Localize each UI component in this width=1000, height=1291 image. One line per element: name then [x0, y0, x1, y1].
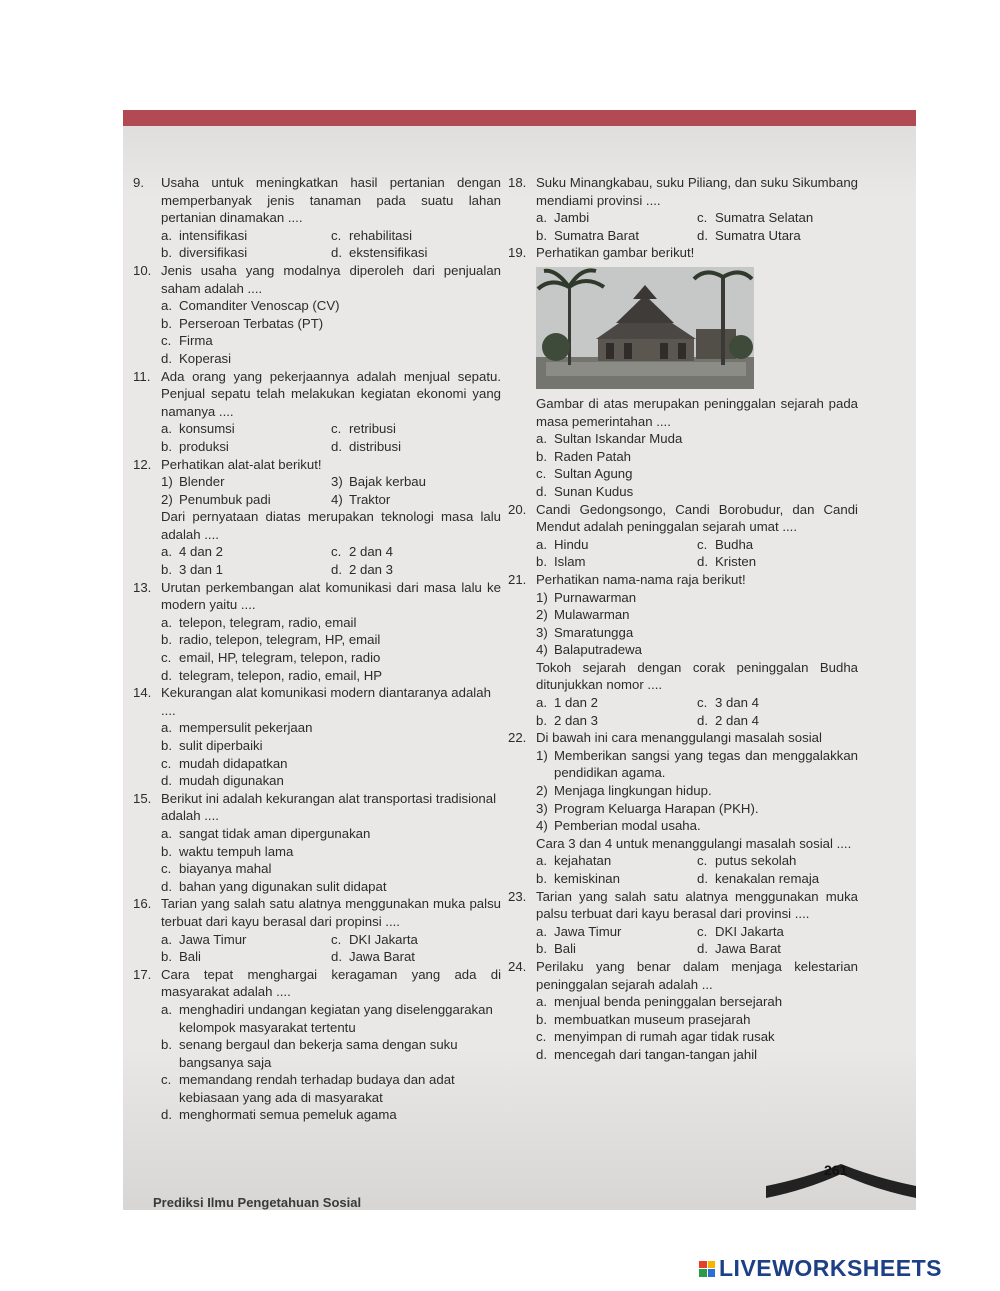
question-21: 21. Perhatikan nama-nama raja berikut! 1) Purnawarman 2) Mulawarman 3) Smaratungga 4) Balaputradewa Tokoh sejarah dengan corak peninggalan Budha ditunjukkan nomor .... a. 1 dan 2 c. 3 dan 4 b. 2 dan 3 d. 2 dan 4	[508, 571, 858, 728]
question-20: 20. Candi Gedongsongo, Candi Borobudur, dan Candi Mendut adalah peninggalan sejarah umat .... a. Hindu c. Budha b. Islam d. Kristen	[508, 501, 858, 570]
option[interactable]: a. Jawa Timur	[161, 931, 247, 947]
question-text: Berikut ini adalah kekurangan alat transportasi tradisional adalah ....	[161, 790, 497, 824]
option[interactable]: c. email, HP, telegram, telepon, radio	[161, 650, 381, 666]
options	[161, 227, 501, 262]
option[interactable]: d. kenakalan remaja	[697, 871, 820, 886]
question-18: 18. Suku Minangkabau, suku Piliang, dan suku Sikumbang mendiami provinsi .... a. Jambi c. Sumatra Selatan b. Sumatra Barat d. Sumatra Utara	[508, 175, 858, 243]
option[interactable]: d. Kristen	[697, 554, 757, 570]
list-item: 4) Traktor	[331, 491, 391, 507]
option[interactable]: c. Budha	[697, 536, 754, 552]
question-text-2: Cara 3 dan 4 untuk menanggulangi masalah sosial ....	[536, 835, 852, 851]
option[interactable]: c. memandang rendah terhadap budaya dan adat kebiasaan yang ada di masyarakat	[161, 1072, 455, 1105]
question-text: Urutan perkembangan alat komunikasi dari masa lalu ke modern yaitu ....	[161, 579, 501, 613]
question-22: 22. Di bawah ini cara menanggulangi masalah sosial 1) Memberikan sangsi yang tegas dan menggalakkan pendidikan agama. 2) Menjaga lingkungan hidup. 3) Program Keluarga Harapan (PKH). 4) Pemberian modal usaha. Cara 3 dan 4 untuk menanggulangi masalah sosial .... a. kejahatan c. putus sekolah b. kemiskinan d. kenakalan remaja	[508, 730, 858, 886]
option[interactable]: a. konsumsi	[161, 421, 235, 437]
option[interactable]: a. Sultan Iskandar Muda	[536, 431, 683, 447]
option[interactable]: c. DKI Jakarta	[331, 931, 418, 947]
question-14: 14. Kekurangan alat komunikasi modern diantaranya adalah .... a. mempersulit pekerjaan b. sulit diperbaiki c. mudah didapatkan d. mudah digunakan	[133, 684, 501, 790]
question-15: 15. Berikut ini adalah kekurangan alat transportasi tradisional adalah .... a. sangat tidak aman dipergunakan b. waktu tempuh lama c. biayanya mahal d. bahan yang digunakan sulit didapat	[133, 790, 501, 896]
scanned-page	[123, 110, 916, 1210]
list-item: 1) Blender	[161, 474, 225, 490]
brand-name: LIVEWORKSHEETS	[719, 1255, 942, 1281]
options	[161, 543, 501, 578]
option[interactable]: b. produksi	[161, 438, 229, 454]
question-12: 12. Perhatikan alat-alat berikut! 1) Blender 3) Bajak kerbau 2) Penumbuk padi 4) Traktor Dari pernyataan diatas merupakan teknologi masa lalu adalah .... a. 4 dan 2 c. 2 dan 4 b. 3 dan 1 d. 2 dan 3	[133, 456, 501, 578]
liveworksheets-logo-icon	[699, 1261, 715, 1277]
option[interactable]: a. kejahatan	[536, 853, 612, 869]
question-text: Perhatikan alat-alat berikut!	[161, 456, 322, 472]
option[interactable]: c. Sultan Agung	[536, 466, 633, 482]
option[interactable]: c. Firma	[161, 333, 213, 349]
option[interactable]: a. Comanditer Venoscap (CV)	[161, 298, 340, 314]
question-text: Perhatikan gambar berikut!	[536, 245, 695, 261]
left-column	[133, 174, 501, 1124]
question-text-2: Gambar di atas merupakan peninggalan sejarah pada masa pemerintahan ....	[536, 395, 858, 429]
list-item: 2) Mulawarman	[536, 607, 630, 623]
option[interactable]: b. diversifikasi	[161, 245, 248, 261]
option[interactable]: d. ekstensifikasi	[331, 245, 428, 261]
options	[536, 209, 858, 244]
question-text: Kekurangan alat komunikasi modern diantaranya adalah ....	[161, 685, 491, 718]
option[interactable]: a. intensifikasi	[161, 227, 248, 243]
option[interactable]: b. Perseroan Terbatas (PT)	[161, 315, 324, 331]
options	[536, 923, 858, 958]
page-number-badge	[766, 1160, 916, 1200]
option[interactable]: b. radio, telepon, telegram, HP, email	[161, 632, 381, 648]
question-11: 11. Ada orang yang pekerjaannya adalah menjual sepatu. Penjual sepatu telah melakukan kegiatan ekonomi yang namanya .... a. konsumsi c. retribusi b. produksi d. distribusi	[133, 368, 501, 454]
option[interactable]: b. membuatkan museum prasejarah	[536, 1011, 751, 1027]
footer-text: Prediksi Ilmu Pengetahuan Sosial	[153, 1195, 362, 1210]
options	[536, 694, 858, 729]
option[interactable]: a. 1 dan 2	[536, 695, 598, 711]
option[interactable]: d. Sumatra Utara	[697, 227, 801, 243]
question-10: 10. Jenis usaha yang modalnya diperoleh dari penjualan saham adalah .... a. Comanditer Venoscap (CV) b. Perseroan Terbatas (PT) c. Firma d. Koperasi	[133, 262, 501, 366]
options	[536, 536, 858, 571]
question-text: Tarian yang salah satu alatnya menggunakan muka palsu terbuat dari kayu berasal dari propinsi ....	[161, 896, 501, 929]
question-23: 23. Tarian yang salah satu alatnya menggunakan muka palsu terbuat dari kayu berasal dari provinsi .... a. Jawa Timur c. DKI Jakarta b. Bali d. Jawa Barat	[508, 888, 858, 957]
option[interactable]: b. Raden Patah	[536, 448, 631, 464]
page-number: 261	[824, 1162, 848, 1178]
question-text: Perilaku yang benar dalam menjaga kelestarian peninggalan sejarah adalah ...	[536, 958, 858, 992]
option[interactable]: a. 4 dan 2	[161, 544, 223, 560]
option[interactable]: c. 2 dan 4	[331, 544, 393, 560]
question-text: Tarian yang salah satu alatnya menggunakan muka palsu terbuat dari kayu berasal dari provinsi ....	[536, 888, 858, 922]
option[interactable]: a. telepon, telegram, radio, email	[161, 614, 357, 630]
question-24: 24. Perilaku yang benar dalam menjaga kelestarian peninggalan sejarah adalah ... a. menjual benda peninggalan bersejarah b. membuatkan museum prasejarah c. menyimpan di rumah agar tidak rusak d. mencegah dari tangan-tangan jahil	[508, 958, 858, 1062]
option[interactable]: a. menghadiri undangan kegiatan yang diselenggarakan kelompok masyarakat tertentu	[161, 1001, 493, 1035]
option[interactable]: c. putus sekolah	[697, 853, 797, 869]
list-item: 2) Menjaga lingkungan hidup.	[536, 783, 712, 799]
option[interactable]: d. telegram, telepon, radio, email, HP	[161, 667, 383, 683]
question-text: Cara tepat menghargai keragaman yang ada di masyarakat adalah ....	[161, 966, 501, 1000]
list-item: 2) Penumbuk padi	[161, 491, 271, 507]
question-text: Usaha untuk meningkatkan hasil pertanian dengan memperbanyak jenis tanaman pada suatu lahan pertanian dinamakan ....	[161, 175, 501, 226]
option[interactable]: d. menghormati semua pemeluk agama	[161, 1107, 397, 1123]
list-item: 3) Smaratungga	[536, 624, 634, 640]
option[interactable]: b. Bali	[161, 949, 201, 965]
option[interactable]: a. sangat tidak aman dipergunakan	[161, 825, 371, 841]
option[interactable]: c. biayanya mahal	[161, 861, 272, 877]
option[interactable]: b. waktu tempuh lama	[161, 843, 294, 859]
option[interactable]: b. Islam	[536, 554, 586, 570]
list-item: 1) Memberikan sangsi yang tegas dan menggalakkan pendidikan agama.	[536, 747, 858, 781]
option[interactable]: d. mencegah dari tangan-tangan jahil	[536, 1046, 758, 1062]
option[interactable]: d. bahan yang digunakan sulit didapat	[161, 878, 387, 894]
list-item: 4) Pemberian modal usaha.	[536, 818, 701, 834]
question-19: 19. Perhatikan gambar berikut! Gambar di atas merupakan peninggalan sejarah pada masa pemerintahan .... a. Sultan Iskandar Muda b. Raden Patah c. Sultan Agung d. Sunan Kudus	[508, 245, 858, 499]
option[interactable]: c. DKI Jakarta	[697, 923, 784, 939]
option[interactable]: a. menjual benda peninggalan bersejarah	[536, 994, 783, 1010]
right-column	[508, 174, 858, 1064]
liveworksheets-brand	[699, 1255, 942, 1282]
option[interactable]: d. Jawa Barat	[331, 949, 415, 965]
option[interactable]: c. retribusi	[331, 421, 396, 437]
question-9: 9. Usaha untuk meningkatkan hasil pertanian dengan memperbanyak jenis tanaman pada suatu lahan pertanian dinamakan .... a. intensifikasi c. rehabilitasi b. diversifikasi d. ekstensifikasi	[133, 175, 501, 261]
question-text: Jenis usaha yang modalnya diperoleh dari penjualan saham adalah ....	[161, 262, 501, 296]
options	[536, 852, 858, 887]
option[interactable]: b. 3 dan 1	[161, 562, 223, 578]
option[interactable]: d. Koperasi	[161, 350, 232, 366]
option[interactable]: d. Sunan Kudus	[536, 483, 634, 499]
question-text: Perhatikan nama-nama raja berikut!	[536, 571, 746, 587]
red-edge-strip	[123, 110, 916, 126]
list-item: 3) Program Keluarga Harapan (PKH).	[536, 800, 759, 816]
question-13: 13. Urutan perkembangan alat komunikasi dari masa lalu ke modern yaitu .... a. telepon, telegram, radio, email b. radio, telepon, telegram, HP, email c. email, HP, telegram, telepon, radio d. telegram, telepon, radio, email, HP	[133, 579, 501, 683]
question-17: 17. Cara tepat menghargai keragaman yang ada di masyarakat adalah .... a. menghadiri undangan kegiatan yang diselenggarakan kelompok masyarakat tertentu b. senang bergaul dan bekerja sama dengan suku bangsanya saja c. memandang rendah terhadap budaya dan adat kebiasaan yang ada di masyarakat d. menghormati semua pemeluk agama	[133, 966, 501, 1123]
option[interactable]: a. Jambi	[536, 210, 590, 226]
question-text-2: Dari pernyataan diatas merupakan teknologi masa lalu adalah ....	[161, 509, 501, 542]
item-list	[161, 473, 501, 508]
question-text: Candi Gedongsongo, Candi Borobudur, dan Candi Mendut adalah peninggalan sejarah umat ....	[536, 501, 858, 535]
option[interactable]: a. mempersulit pekerjaan	[161, 720, 313, 736]
option[interactable]: b. kemiskinan	[536, 871, 620, 886]
option[interactable]: d. 2 dan 4	[697, 712, 759, 728]
option[interactable]: c. mudah didapatkan	[161, 755, 288, 771]
option[interactable]: c. menyimpan di rumah agar tidak rusak	[536, 1029, 775, 1045]
question-text: Ada orang yang pekerjaannya adalah menjual sepatu. Penjual sepatu telah melakukan kegiatan ekonomi yang namanya ....	[161, 368, 501, 419]
list-item: 1) Purnawarman	[536, 589, 637, 605]
option[interactable]: d. 2 dan 3	[331, 562, 393, 578]
question-text-2: Tokoh sejarah dengan corak peninggalan Budha ditunjukkan nomor ....	[536, 659, 858, 693]
option[interactable]: d. Jawa Barat	[697, 941, 781, 957]
question-text: Suku Minangkabau, suku Piliang, dan suku Sikumbang mendiami provinsi ....	[536, 175, 858, 208]
option[interactable]: b. Bali	[536, 941, 576, 957]
list-item: 4) Balaputradewa	[536, 642, 642, 658]
option[interactable]: d. distribusi	[331, 438, 402, 454]
option[interactable]: c. 3 dan 4	[697, 695, 759, 711]
option[interactable]: b. 2 dan 3	[536, 712, 598, 728]
mosque-photo	[536, 267, 754, 389]
question-16: 16. Tarian yang salah satu alatnya menggunakan muka palsu terbuat dari kayu berasal dari propinsi .... a. Jawa Timur c. DKI Jakarta b. Bali d. Jawa Barat	[133, 896, 501, 965]
option[interactable]: c. Sumatra Selatan	[697, 210, 814, 226]
list-item: 3) Bajak kerbau	[331, 474, 426, 490]
option[interactable]: a. Jawa Timur	[536, 923, 622, 939]
options	[161, 931, 501, 966]
question-text: Di bawah ini cara menanggulangi masalah sosial	[536, 730, 822, 746]
option[interactable]: b. senang bergaul dan bekerja sama dengan suku bangsanya saja	[161, 1037, 458, 1070]
option[interactable]: b. sulit diperbaiki	[161, 738, 263, 753]
option[interactable]: a. Hindu	[536, 536, 589, 552]
option[interactable]: d. mudah digunakan	[161, 773, 284, 789]
option[interactable]: c. rehabilitasi	[331, 227, 413, 243]
option[interactable]: b. Sumatra Barat	[536, 227, 640, 243]
options	[161, 420, 501, 455]
